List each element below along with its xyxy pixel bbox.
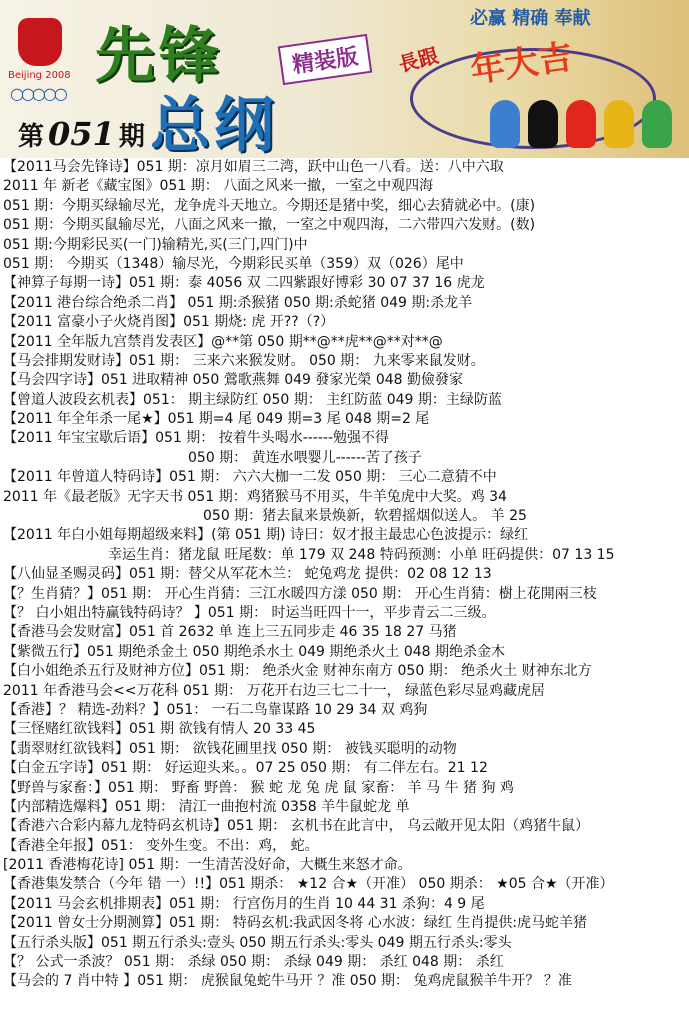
header-banner [0, 0, 689, 158]
olympic-rings-icon: ○○○○○ [10, 84, 65, 103]
mascot-antelope-icon [604, 100, 634, 148]
list-item: 【八仙显圣赐灵码】051 期：替父从军花木兰： 蛇兔鸡龙 提供：02 08 12 13 [3, 566, 492, 583]
prediction-list [0, 158, 689, 992]
list-item: 【2011 全年版九宫禁肖发表区】@**第 050 期**@**虎**@**对**@ [3, 333, 443, 350]
list-item: [2011 香港梅花诗] 051 期：一生清苦没好命，大概生来怒才命。 [3, 857, 412, 874]
list-item: 【2011 富豪小子火烧肖图】051 期烧: 虎 开??（?） [3, 314, 335, 331]
list-item: 【2011 年全年杀一尾★】051 期=4 尾 049 期=3 尾 048 期=2 尾 [3, 411, 430, 428]
list-item: 051 期：今期买鼠输尽光，八面之风来一撤，一室之中观四海，二六带四六发财。(数) [3, 217, 536, 234]
list-item: 【2011 曾女士分期测算】051 期： 特码玄机:我武因冬将 心水波：绿红 生肖提供:虎马蛇羊猪 [3, 915, 588, 932]
big-luck-text: 年大吉 [468, 37, 575, 91]
list-item: 【白金五字诗】051 期： 好运迎头来。。07 25 050 期： 有二伴左右。21 12 [3, 760, 488, 777]
list-item: 【马会的 7 肖中特 】051 期： 虎猴鼠兔蛇牛马开 ？准 050 期： 兔鸡虎鼠猴羊牛开？ ？准 [3, 973, 572, 990]
period-label [18, 115, 145, 153]
title-top: 先锋 [95, 21, 223, 91]
list-item: 【？ 白小姐出特赢钱特码诗？ 】051 期： 时运当旺四十一，平步青云二三级。 [3, 604, 496, 621]
list-item: 2011 年《最老版》无字天书 051 期：鸡猪猴马不用买，牛羊兔虎中大奖。鸡 34 [3, 488, 507, 505]
list-item: 幸运生肖：猪龙鼠 旺尾数：单 179 双 248 特码预测：小单 旺码提供：07 13 15 [108, 546, 615, 563]
list-item: 051 期：今期买绿输尽光，龙争虎斗天地立。今期还是猪中奖，细心去猜就必中。(康) [3, 197, 536, 214]
list-item: 【2011 港台综合绝杀二肖】 051 期:杀猴猪 050 期:杀蛇猪 049 期:杀龙羊 [3, 294, 473, 311]
list-item: 050 期： 黄连水喂婴儿------苦了孩子 [188, 449, 422, 466]
list-item: 【三怪赌红欲钱料】051 期 欲钱有情人 20 33 45 [3, 721, 316, 738]
list-item: 051 期： 今期买（1348）输尽光，今期彩民买单（359）双（026）尾中 [3, 255, 464, 272]
mascot-swallow-icon [642, 100, 672, 148]
list-item: 【翡翠财红欲钱料】051 期： 欲钱花圃里找 050 期： 被钱买聪明的动物 [3, 740, 457, 757]
list-item: 【内部精选爆料】051 期： 清江一曲抱村流 0358 羊牛鼠蛇龙 单 [3, 798, 410, 815]
mascots-group [490, 100, 680, 150]
list-item: 【香港六合彩内幕九龙特码玄机诗】051 期： 玄机书在此言中， 乌云敞开见太阳（鸡猪牛鼠） [3, 818, 590, 835]
list-item: 【曾道人波段玄机表】051： 期主绿防红 050 期： 主红防蓝 049 期：主绿防蓝 [3, 391, 502, 408]
list-item: 【紫微五行】051 期绝杀金土 050 期绝杀水土 049 期绝杀火土 048 期绝杀金木 [3, 643, 506, 660]
list-item: 【香港全年报】051： 变外生变。不出：鸡， 蛇。 [3, 837, 319, 854]
list-item: 051 期:今期彩民买(一门)输精光,买(三门,四门)中 [3, 236, 308, 253]
list-item: 【？ 公式一杀波？ 051 期： 杀绿 050 期： 杀绿 049 期： 杀红 048 期： 杀红 [3, 954, 504, 971]
period-number: 051 [48, 115, 115, 153]
list-item: 【香港集发禁合（今年 错 一）!!】051 期杀： ★12 合★（开准） 050 期杀： ★05 合★（开准） [3, 876, 614, 893]
list-item: 【？生肖猜？】051 期： 开心生肖猜：三江水暖四方漾 050 期： 开心生肖猜：樹上花開兩三枝 [3, 585, 597, 602]
mascot-blue-icon [490, 100, 520, 148]
list-item: 2011 年 新老《藏宝图》051 期： 八面之风来一撤，一室之中观四海 [3, 178, 434, 195]
beijing-2008-logo-icon [18, 18, 62, 66]
list-item: 【2011马会先锋诗】051 期：凉月如眉三二湾，跃中山色一八看。送：八中六取 [3, 159, 504, 175]
follow-text: 長跟 [395, 43, 441, 77]
list-item: 【野兽与家畜：】051 期： 野畜 野兽： 猴 蛇 龙 兔 虎 鼠 家畜： 羊 马 牛 猪 狗 鸡 [3, 779, 514, 796]
list-item: 【马会四字诗】051 进取精神 050 鶯歌燕舞 049 發家光榮 048 勤儉發家 [3, 372, 464, 389]
list-item: 【2011 年白小姐每期超级来料】(第 051 期) 诗曰：奴才报主最忠心色波提示：绿红 [3, 527, 529, 544]
mascot-flame-icon [566, 100, 596, 148]
period-prefix: 第 [18, 122, 45, 152]
list-item: 2011 年香港马会<<万花科 051 期： 万花开右边三七二十一， 绿蓝色彩尽显鸡藏虎居 [3, 682, 546, 699]
list-item: 【2011 年宝宝歇后语】051 期： 按着牛头喝水------勉强不得 [3, 430, 390, 447]
list-item: 【香港】？ 精选-劲料？】051： 一石二鸟靠谋路 10 29 34 双 鸡狗 [3, 701, 428, 718]
slogan: 必赢 精确 奉献 [470, 8, 591, 29]
list-item: 【马会排期发财诗】051 期： 三来六来猴发财。 050 期： 九来零来鼠发财。 [3, 352, 485, 369]
list-item: 【白小姐绝杀五行及财神方位】051 期： 绝杀火金 财神东南方 050 期： 绝杀火土 财神东北方 [3, 663, 592, 680]
list-item: 【2011 马会玄机排期表】051 期： 行宫伤月的生肖 10 44 31 杀狗：4 9 尾 [3, 895, 485, 912]
list-item: 【香港马会发财富】051 首 2632 单 连上三五同步走 46 35 18 27 马猪 [3, 624, 457, 641]
title-bottom: 总纲 [150, 91, 278, 158]
edition-badge: 精装版 [278, 34, 373, 85]
list-item: 【2011 年曾道人特码诗】051 期： 六六大枷一二发 050 期： 三心二意猜不中 [3, 469, 497, 486]
period-suffix: 期 [118, 122, 145, 152]
mascot-panda-icon [528, 100, 558, 148]
list-item: 【五行杀头版】051 期五行杀头:壹头 050 期五行杀头:零头 049 期五行杀头:零头 [3, 934, 512, 951]
logo-caption: Beijing 2008 [8, 70, 71, 81]
list-item: 【神算子每期一诗】051 期：泰 4056 双 二四紫跟好博彩 30 07 37 16 虎龙 [3, 275, 485, 292]
list-item: 050 期：猪去鼠来景焕新，软碧摇烟似送人。 羊 25 [203, 508, 527, 525]
